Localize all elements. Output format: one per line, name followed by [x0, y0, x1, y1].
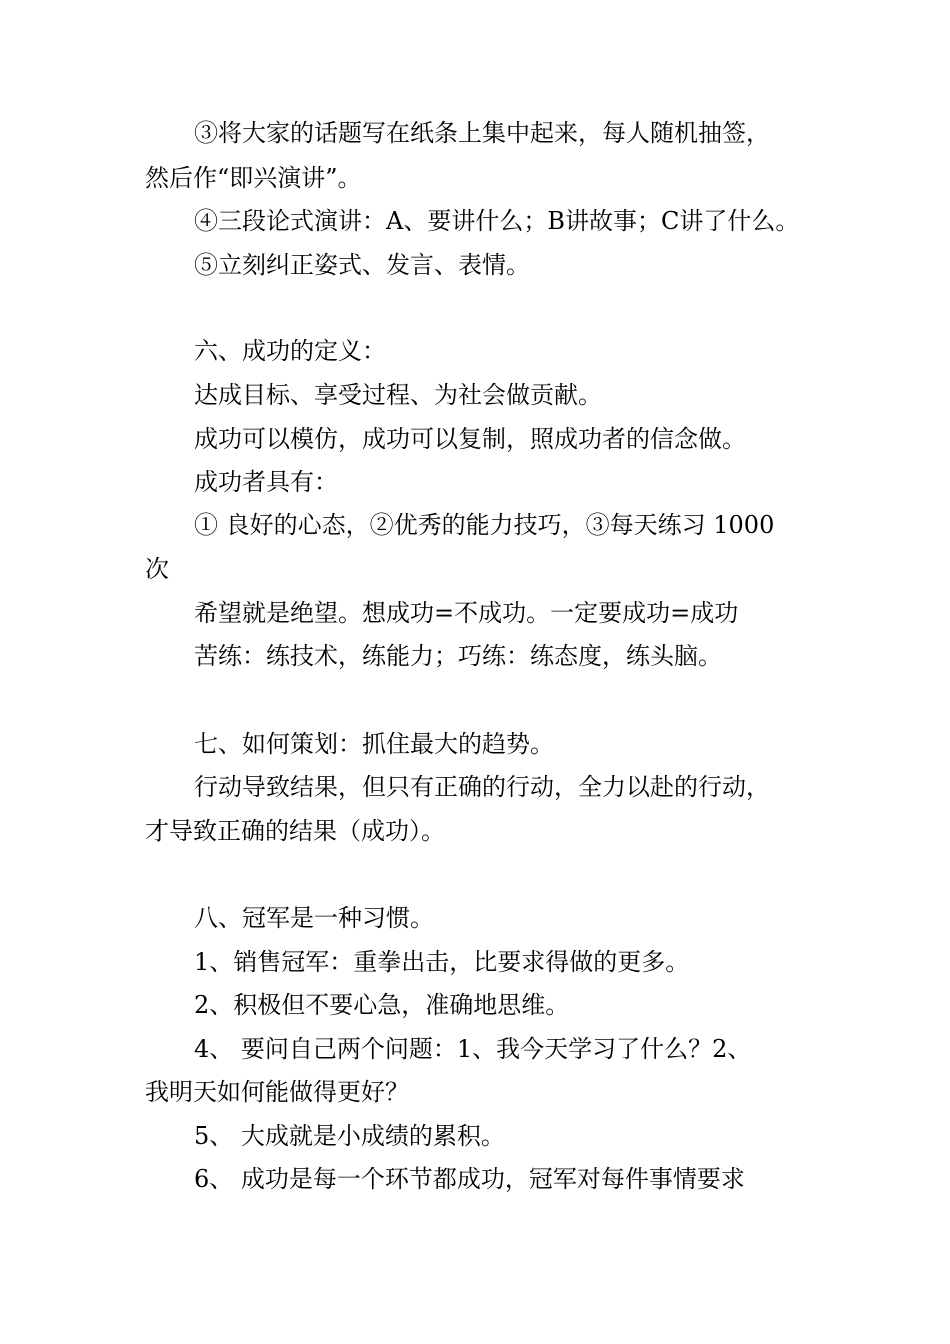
section-heading: 八、冠军是一种习惯。 — [194, 904, 434, 932]
paragraph-line: 1、销售冠军：重拳出击，比要求得做的更多。 — [194, 948, 690, 976]
paragraph-line: 达成目标、享受过程、为社会做贡献。 — [194, 381, 602, 409]
section-heading: 六、成功的定义： — [194, 337, 386, 365]
paragraph-line: 行动导致结果，但只有正确的行动，全力以赴的行动， — [194, 773, 770, 801]
paragraph-line: 5、 大成就是小成绩的累积。 — [194, 1122, 505, 1150]
paragraph-line: 苦练：练技术，练能力；巧练：练态度，练头脑。 — [194, 642, 722, 670]
paragraph-line: 才导致正确的结果（成功）。 — [145, 817, 445, 845]
paragraph-line: ③将大家的话题写在纸条上集中起来，每人随机抽签， — [194, 119, 770, 147]
paragraph-line: 次 — [145, 555, 169, 583]
paragraph-line: 成功可以模仿，成功可以复制，照成功者的信念做。 — [194, 425, 746, 453]
paragraph-line: 我明天如何能做得更好？ — [145, 1078, 409, 1106]
paragraph-line: 2、积极但不要心急，准确地思维。 — [194, 991, 570, 1019]
paragraph-line: ④三段论式演讲：A、要讲什么；B讲故事；C讲了什么。 — [194, 207, 800, 235]
paragraph-line: ① 良好的心态，②优秀的能力技巧，③每天练习 1000 — [194, 511, 775, 539]
paragraph-line: 6、 成功是每一个环节都成功，冠军对每件事情要求 — [194, 1165, 745, 1193]
paragraph-line: 成功者具有： — [194, 468, 338, 496]
paragraph-line: ⑤立刻纠正姿式、发言、表情。 — [194, 251, 530, 279]
section-heading: 七、如何策划：抓住最大的趋势。 — [194, 730, 554, 758]
paragraph-line: 然后作“即兴演讲”。 — [145, 164, 362, 192]
paragraph-line: 4、 要问自己两个问题：1、我今天学习了什么？2、 — [194, 1035, 752, 1063]
paragraph-line: 希望就是绝望。想成功=不成功。一定要成功=成功 — [194, 599, 739, 627]
